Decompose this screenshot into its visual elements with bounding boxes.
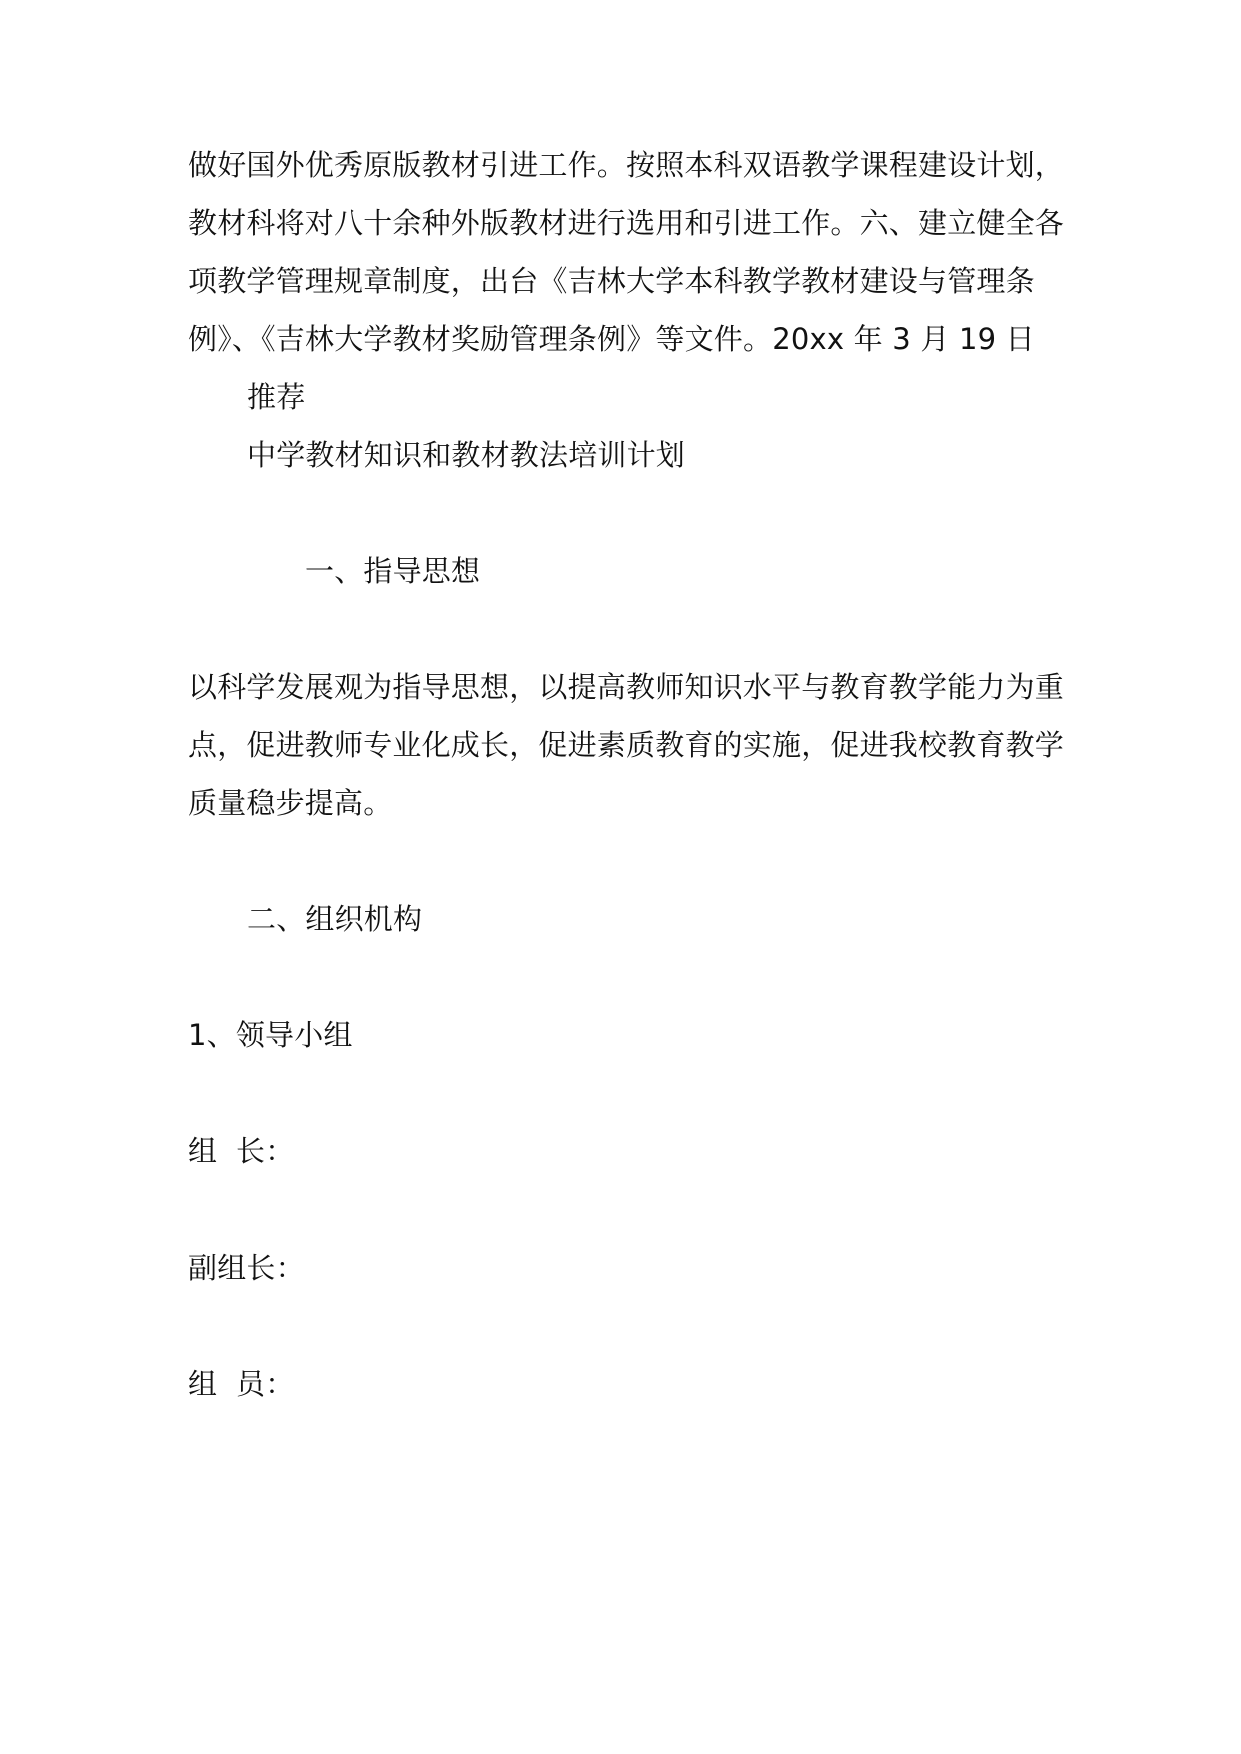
- intro-line-2: 教材科将对八十余种外版教材进行选用和引进工作。六、建立健全各: [188, 206, 1065, 240]
- group-leader-label: 组 长：: [188, 1134, 295, 1168]
- section-1-line-3: 质量稳步提高。: [188, 786, 393, 820]
- section-2-heading: 二、组织机构: [247, 902, 423, 936]
- document-title: 中学教材知识和教材教法培训计划: [247, 438, 686, 472]
- intro-line-3: 项教学管理规章制度，出台《吉林大学本科教学教材建设与管理条: [188, 264, 1035, 298]
- recommend-label: 推荐: [247, 380, 306, 414]
- deputy-leader-label: 副组长：: [188, 1251, 305, 1285]
- leadership-group-heading: 1、领导小组: [188, 1018, 353, 1052]
- group-member-label: 组 员：: [188, 1367, 295, 1401]
- section-1-line-2: 点，促进教师专业化成长，促进素质教育的实施，促进我校教育教学: [188, 728, 1065, 762]
- section-1-line-1: 以科学发展观为指导思想，以提高教师知识水平与教育教学能力为重: [188, 670, 1065, 704]
- intro-line-1: 做好国外优秀原版教材引进工作。按照本科双语教学课程建设计划，: [188, 148, 1065, 182]
- section-1-heading: 一、指导思想: [305, 554, 481, 588]
- intro-line-4: 例》、《吉林大学教材奖励管理条例》等文件。20xx 年 3 月 19 日: [188, 322, 1035, 356]
